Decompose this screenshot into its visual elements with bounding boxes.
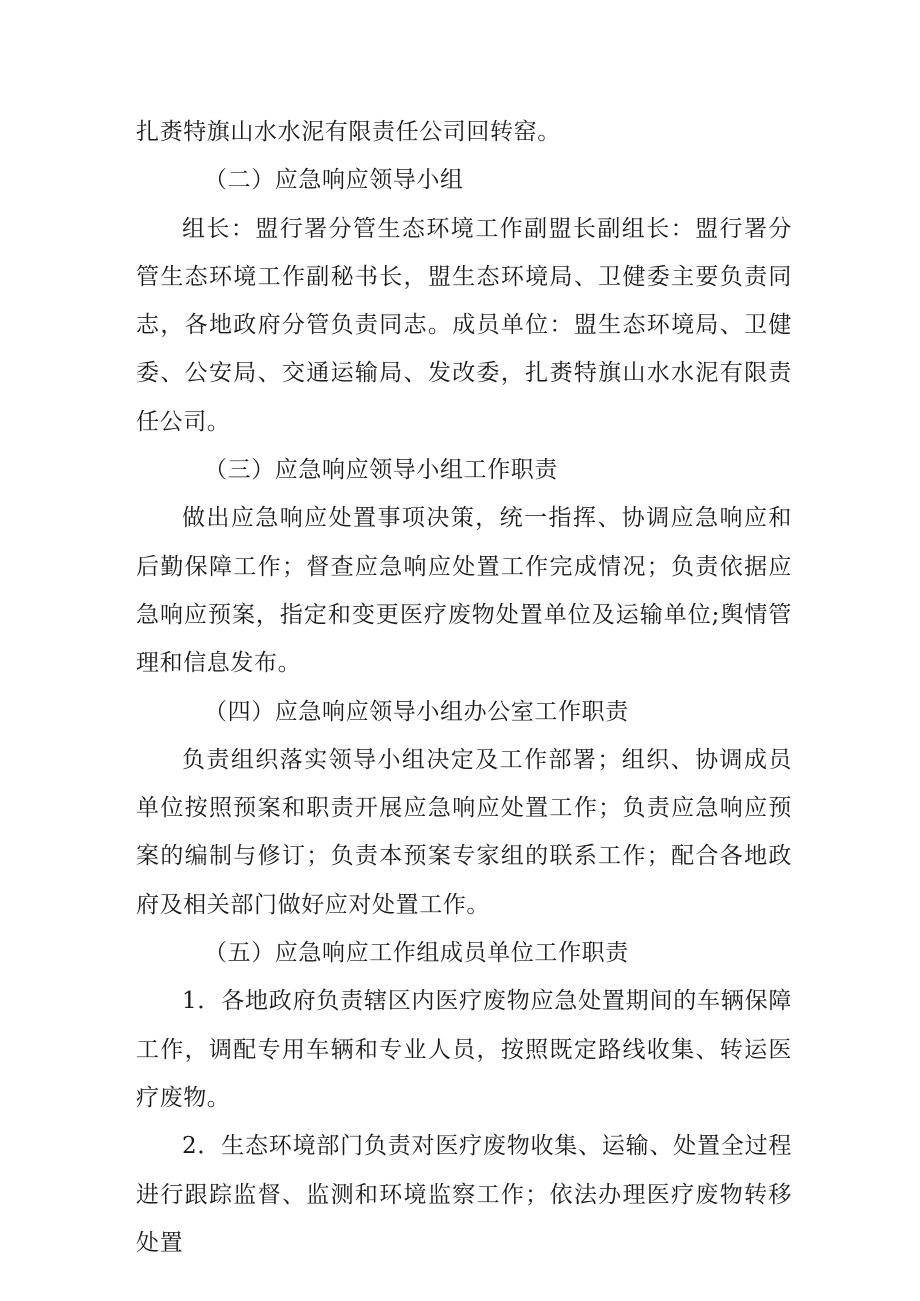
section-heading-2: （二）应急响应领导小组 [204,167,464,194]
paragraph-office-duties: 负责组织落实领导小组决定及工作部署；组织、协调成员单位按照预案和职责开展应急响应处置工作；负责应急响应预案的编制与修订；负责本预案专家组的联系工作；配合各地政府及相关部门做好应对处置工作。 [136,746,792,918]
paragraph-continuation: 扎赉特旗山水水泥有限责任公司回转窑。 [136,119,561,145]
section-heading-3: （三）应急响应领导小组工作职责 [204,457,558,484]
section-heading-5: （五）应急响应工作组成员单位工作职责 [204,940,629,967]
section-heading-4: （四）应急响应领导小组办公室工作职责 [204,698,629,725]
paragraph-item-2: 2．生态环境部门负责对医疗废物收集、运输、处置全过程进行跟踪监督、监测和环境监察工作；依法办理医疗废物转移处置 [136,1133,792,1256]
paragraph-leadership-members: 组长：盟行署分管生态环境工作副盟长副组长：盟行署分管生态环境工作副秘书长，盟生态环境局、卫健委主要负责同志，各地政府分管负责同志。成员单位：盟生态环境局、卫健委、公安局、交通运输局、发改委，扎赉特旗山水水泥有限责任公司。 [136,215,792,435]
document-body [136,108,792,1267]
paragraph-leadership-duties: 做出应急响应处置事项决策，统一指挥、协调应急响应和后勤保障工作；督查应急响应处置工作完成情况；负责依据应急响应预案，指定和变更医疗废物处置单位及运输单位;舆情管理和信息发布。 [136,505,792,677]
paragraph-item-1: 1．各地政府负责辖区内医疗废物应急处置期间的车辆保障工作，调配专用车辆和专业人员，按照既定路线收集、转运医疗废物。 [136,988,792,1111]
